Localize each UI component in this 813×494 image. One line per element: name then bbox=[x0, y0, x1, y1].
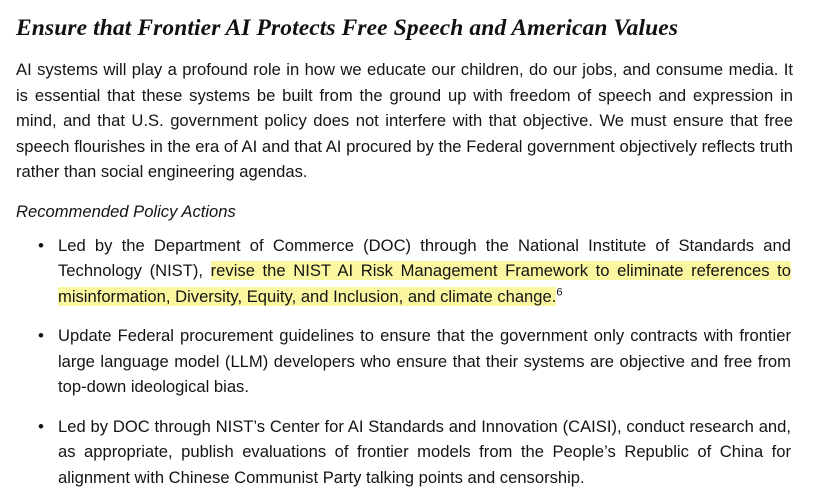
bullet-icon: • bbox=[38, 235, 44, 255]
bullet-icon: • bbox=[38, 326, 44, 346]
intro-paragraph: AI systems will play a profound role in how we educate our children, do our jobs, and consume media. It is essential that these systems be built from the ground up with freedom of speech and expression in mind, and that U.S. government policy does not interfere with that objective. We must ensure that free speech flourishes in the era of AI and that AI procured by the Federal government objectively reflects truth rather than social engineering agendas. bbox=[16, 60, 793, 182]
list-item bbox=[16, 233, 797, 310]
list-item-lead-text: Led by the Department of Commerce (DOC) through the National Institute of Standards and Technology (NIST), bbox=[58, 235, 791, 281]
list-item-lead-text: Led by DOC through NIST’s Center for AI Standards and Innovation (CAISI), conduct research and, as appropriate, publish evaluations of frontier models from the People’s Republic of China for alignment with Chinese Communist Party talking points and censorship. bbox=[58, 416, 791, 487]
list-item-lead-text: Update Federal procurement guidelines to ensure that the government only contracts with frontier large language model (LLM) developers who ensure that their systems are objective and free from top-down ideological bias. bbox=[58, 326, 791, 397]
list-item bbox=[16, 414, 797, 491]
policy-actions-list bbox=[16, 233, 797, 491]
page-title: Ensure that Frontier AI Protects Free Speech and American Values bbox=[16, 15, 679, 41]
footnote-reference[interactable]: 6 bbox=[556, 286, 563, 299]
section-heading-recommended-policy-actions: Recommended Policy Actions bbox=[16, 201, 236, 221]
bullet-icon: • bbox=[38, 416, 44, 436]
highlighted-text: revise the NIST AI Risk Management Framework to eliminate references to misinformation, Diversity, Equity, and Inclusion, and climate change. bbox=[58, 261, 791, 306]
list-item bbox=[16, 323, 797, 400]
